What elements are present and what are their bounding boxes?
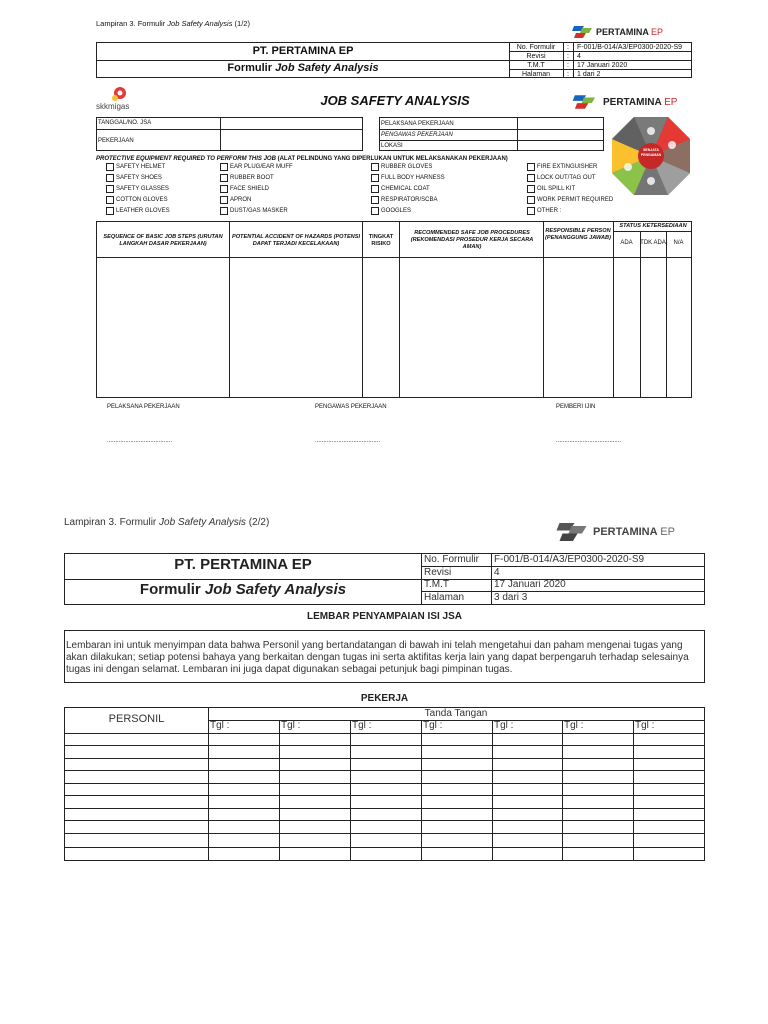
field-label: PENGAWAS PEKERJAAN (381, 132, 453, 138)
ppe-label: SAFETY GLASSES (116, 186, 169, 192)
table-row-divider (65, 820, 704, 821)
checkbox-box[interactable] (527, 196, 535, 204)
checkbox-box[interactable] (371, 207, 379, 215)
pekerja-title: PEKERJA (360, 693, 409, 704)
meta-labels (509, 43, 563, 79)
skkmigas-text: skkmigas (96, 102, 130, 111)
col-header-risk: TINGKAT RISIKO (368, 234, 394, 247)
meta-value: 1 dari 2 (577, 71, 601, 78)
meta-label: Halaman (521, 71, 550, 78)
signature-line: ....................................... (315, 438, 381, 444)
field-label: PELAKSANA PEKERJAAN (381, 121, 454, 127)
pertamina-logo-page2 (556, 520, 675, 544)
page1-caption (96, 19, 250, 28)
meta-label: T.M.T (527, 62, 545, 69)
tgl-label: Tgl : (564, 720, 584, 731)
pertamina-logo-icon (572, 24, 594, 40)
meta-value: F-001/B-014/A3/EP0300-2020-S9 (494, 554, 645, 565)
table-row-divider (65, 795, 704, 796)
checkbox-box[interactable] (106, 196, 114, 204)
tgl-label: Tgl : (352, 720, 372, 731)
table-col-divider (279, 720, 280, 860)
ppe-checkbox[interactable] (527, 196, 613, 204)
ppe-checkbox[interactable] (220, 185, 269, 193)
ppe-checkbox[interactable] (220, 163, 293, 171)
ppe-checkbox[interactable] (220, 207, 288, 215)
ppe-label: WORK PERMIT REQUIRED (537, 197, 614, 203)
ppe-label: RUBBER GLOVES (381, 164, 433, 170)
meta-labels (424, 554, 479, 604)
tgl-label: Tgl : (494, 720, 514, 731)
meta-value: F-001/B-014/A3/EP0300-2020-S9 (577, 44, 683, 51)
table-row-divider (65, 758, 704, 759)
ppe-label: LEATHER GLOVES (116, 208, 170, 214)
ppe-label: RESPIRATOR/SCBA (381, 197, 438, 203)
ppe-label: FIRE EXTINGUISHER (537, 164, 598, 170)
meta-label: Revisi (526, 53, 546, 60)
checkbox-box[interactable] (220, 174, 228, 182)
status-col-tdk-ada: TDK ADA (640, 240, 666, 246)
ppe-checkbox[interactable] (106, 196, 168, 204)
skkmigas-logo (96, 86, 140, 112)
skkmigas-pin-icon (110, 86, 130, 102)
col-header-steps: SEQUENCE OF BASIC JOB STEPS (URUTAN LANGKAH DASAR PEKERJAAN) (103, 234, 223, 247)
form-title: Formulir Job Safety Analysis (227, 62, 379, 74)
ppe-label: SAFETY HELMET (116, 164, 166, 170)
table-row-divider (65, 733, 704, 734)
table-row-divider (65, 833, 704, 834)
company-name: PT. PERTAMINA EP (252, 45, 354, 57)
checkbox-box[interactable] (527, 185, 535, 193)
signature-line: ....................................... (107, 438, 173, 444)
pekerja-table (64, 707, 705, 861)
page1-header-table (96, 42, 692, 78)
checkbox-box[interactable] (527, 174, 535, 182)
ppe-label: RUBBER BOOT (230, 175, 274, 181)
ppe-checkbox[interactable] (220, 196, 251, 204)
meta-seps: : : : : (567, 44, 569, 78)
left-info-table (96, 117, 363, 151)
ppe-checkbox[interactable] (371, 196, 437, 204)
ppe-checkbox[interactable] (106, 207, 170, 215)
col-header-status: STATUS KETERSEDIAAN (619, 223, 687, 229)
ppe-checkbox[interactable] (371, 185, 430, 193)
checkbox-box[interactable] (527, 163, 535, 171)
logo-wordmark: PERTAMINA EP (593, 526, 675, 538)
ppe-label: GOOGLES (381, 208, 412, 214)
checkbox-box[interactable] (106, 207, 114, 215)
col-header-responsible: RESPONSIBLE PERSON (PENANGGUNG JAWAB) (545, 228, 611, 241)
meta-value: 4 (577, 53, 581, 60)
page2-caption: Lampiran 3. Formulir Job Safety Analysis (2/2) (64, 517, 270, 528)
checkbox-box[interactable] (106, 185, 114, 193)
table-row-divider (65, 745, 704, 746)
caption-suffix: (1/2) (232, 19, 250, 28)
pertamina-logo-icon (556, 520, 590, 544)
ppe-label: SAFETY SHOES (116, 175, 162, 181)
right-info-table (379, 117, 604, 151)
checkbox-box[interactable] (527, 207, 535, 215)
signature-role: PELAKSANA PEKERJAAN (107, 404, 180, 410)
meta-values (577, 43, 691, 79)
tanda-tangan-header: Tanda Tangan (424, 708, 488, 719)
field-label: LOKASI (381, 143, 403, 149)
ppe-heading: PROTECTIVE EQUIPMENT REQUIRED TO PERFORM THIS JOB (ALAT PELINDUNG YANG DIPERLUKAN UNTUK MELAKSANAKAN PEKERJAAN) (96, 156, 508, 162)
ppe-checkbox[interactable] (371, 174, 445, 182)
ppe-label: FACE SHIELD (230, 186, 270, 192)
pertamina-logo-icon (570, 93, 600, 111)
checkbox-box[interactable] (371, 185, 379, 193)
checkbox-box[interactable] (220, 163, 228, 171)
ppe-checkbox[interactable] (106, 163, 165, 171)
ppe-checkbox[interactable] (527, 174, 596, 182)
table-col-divider (350, 720, 351, 860)
logo-wordmark: PERTAMINA EP (596, 27, 664, 37)
ppe-checkbox[interactable] (371, 163, 432, 171)
field-label: PEKERJAAN (98, 138, 134, 144)
pertamina-logo (572, 24, 663, 40)
ppe-checkbox[interactable] (106, 174, 162, 182)
logo-wordmark: PERTAMINA EP (603, 96, 678, 108)
section-title: LEMBAR PENYAMPAIAN ISI JSA (306, 611, 463, 622)
form-title: Formulir Job Safety Analysis (139, 581, 347, 598)
meta-label: No. Formulir (424, 554, 480, 565)
checkbox-box[interactable] (371, 163, 379, 171)
table-row-divider (65, 770, 704, 771)
table-row-divider (65, 808, 704, 809)
ppe-label: FULL BODY HARNESS (381, 175, 445, 181)
paragraph-text: Lembaran ini untuk menyimpan data bahwa Personil yang bertandatangan di bawah ini telah mengetahui dan paham mengenai tugas yang akan dilakukan; setiap potensi bahaya yang berkaitan dengan tugas ini serta aktifitas kerja lain yang dapat berpengaruh terhadap selesainya tugas ini dengan selamat. Lembaran ini juga dapat digunakan sebagai petunjuk bagi pimpinan tugas. (66, 640, 689, 675)
meta-label: No. Formulir (516, 44, 556, 51)
ppe-label: LOCK OUT/TAG OUT (537, 175, 596, 181)
wheel-center-text: SENJATA PENGAMAN (640, 148, 662, 157)
table-col-divider (492, 720, 493, 860)
checkbox-box[interactable] (220, 196, 228, 204)
tgl-label: Tgl : (281, 720, 301, 731)
tgl-label: Tgl : (635, 720, 655, 731)
signature-role: PENGAWAS PEKERJAAN (315, 404, 387, 410)
meta-label: Halaman (424, 591, 465, 603)
table-row-divider (65, 783, 704, 784)
ppe-checkbox[interactable] (527, 185, 575, 193)
checkbox-box[interactable] (371, 196, 379, 204)
pertamina-logo-2 (570, 93, 677, 111)
ppe-label: OTHER : (537, 208, 562, 214)
ppe-label: APRON (230, 197, 252, 203)
table-col-divider (633, 720, 634, 860)
tgl-label: Tgl : (210, 720, 230, 731)
caption-italic: Job Safety Analysis (167, 19, 233, 28)
ppe-checkbox[interactable] (371, 207, 411, 215)
status-col-ada: ADA (620, 240, 633, 246)
company-name: PT. PERTAMINA EP (174, 556, 312, 573)
ppe-label: CHEMICAL COAT (381, 186, 430, 192)
meta-label: T.M.T (424, 579, 449, 590)
table-row-divider (65, 847, 704, 848)
signature-line: ....................................... (556, 438, 622, 444)
meta-label: Revisi (424, 566, 452, 578)
ppe-label: DUST/GAS MASKER (230, 208, 288, 214)
ppe-label: EAR PLUG/EAR MUFF (230, 164, 293, 170)
jsa-main-table (96, 221, 692, 398)
checkbox-box[interactable] (220, 207, 228, 215)
checkbox-box[interactable] (220, 185, 228, 193)
jsa-title: JOB SAFETY ANALYSIS (320, 93, 470, 108)
meta-values (494, 554, 644, 604)
checkbox-box[interactable] (371, 174, 379, 182)
meta-value: 17 Januari 2020 (494, 579, 566, 590)
ppe-label: OIL SPILL KIT (537, 186, 576, 192)
tgl-label: Tgl : (423, 720, 443, 731)
meta-value: 4 (494, 566, 500, 578)
signature-role: PEMBERI IJIN (556, 404, 596, 410)
ppe-checkbox[interactable] (527, 163, 597, 171)
paragraph-box (64, 630, 705, 683)
meta-value: 17 Januari 2020 (577, 62, 628, 69)
col-header-hazards: POTENTIAL ACCIDENT OF HAZARDS (POTENSI DAPAT TERJADI KECELAKAAN) (231, 234, 361, 247)
status-col-na: N/A (673, 240, 684, 246)
field-label: TANGGAL/NO. JSA (98, 120, 152, 126)
personil-header: PERSONIL (108, 713, 165, 725)
caption-text: Lampiran 3. Formulir (96, 19, 168, 28)
meta-value: 3 dari 3 (494, 591, 528, 603)
checkbox-box[interactable] (106, 174, 114, 182)
ppe-checkbox[interactable] (527, 207, 561, 215)
page2-header-table (64, 553, 705, 605)
table-col-divider (421, 720, 422, 860)
col-header-procedures: RECOMMENDED SAFE JOB PROCEDURES (REKOMENDASI PROSEDUR KERJA SECARA AMAN) (410, 230, 534, 250)
ppe-checkbox[interactable] (220, 174, 274, 182)
table-col-divider (562, 720, 563, 860)
ppe-checkbox[interactable] (106, 185, 169, 193)
checkbox-box[interactable] (106, 163, 114, 171)
ppe-label: COTTON GLOVES (116, 197, 168, 203)
